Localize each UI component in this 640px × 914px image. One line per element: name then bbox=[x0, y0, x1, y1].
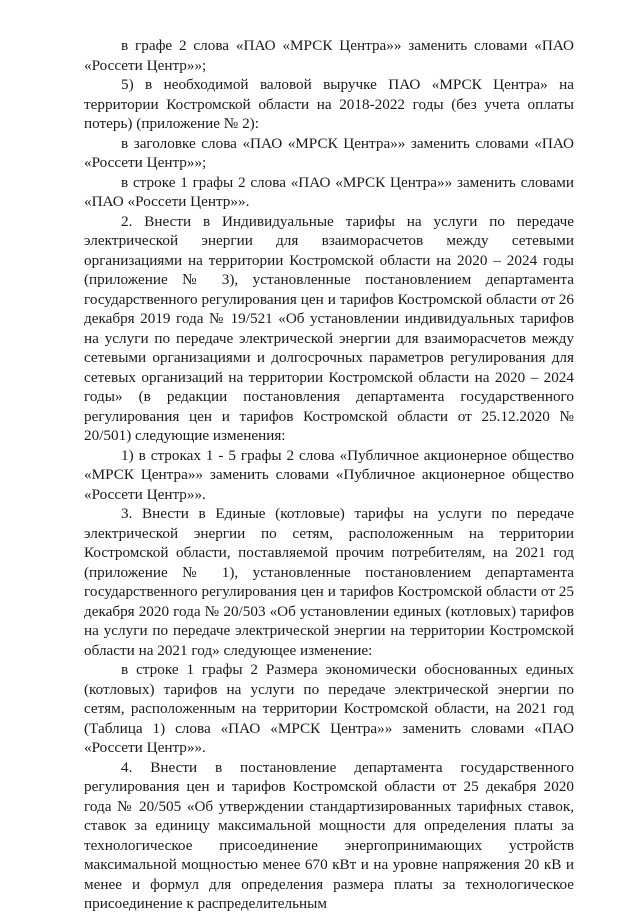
paragraph-9: 4. Внести в постановление департамента государственного регулирования цен и тарифов Костромской области от 25 декабря 2020 года № 20/505 «Об утверждении стандартизированных тарифных ставок, ставок за единицу максимальной мощности для определения платы за технологическое присоединение энергопринимающих устройств максимальной мощностью менее 670 кВт и на уровне напряжения 20 кВ и менее и формул для определения размера платы за технологическое присоединение к распределительным bbox=[84, 758, 574, 912]
document-page bbox=[84, 36, 574, 914]
paragraph-1: в графе 2 слова «ПАО «МРСК Центра»» заменить словами «ПАО «Россети Центр»»; bbox=[84, 37, 574, 74]
paragraph-2: 5) в необходимой валовой выручке ПАО «МРСК Центра» на территории Костромской области на 2018-2022 годы (без учета оплаты потерь) (приложение № 2): bbox=[84, 76, 574, 132]
paragraph-4: в строке 1 графы 2 слова «ПАО «МРСК Центра»» заменить словами «ПАО «Россети Центр»». bbox=[84, 173, 574, 210]
paragraph-3: в заголовке слова «ПАО «МРСК Центра»» заменить словами «ПАО «Россети Центр»»; bbox=[84, 134, 574, 171]
paragraph-6: 1) в строках 1 - 5 графы 2 слова «Публичное акционерное общество «МРСК Центра»» заменить словами «Публичное акционерное общество «Россети Центр»». bbox=[84, 446, 574, 503]
paragraph-7: 3. Внести в Единые (котловые) тарифы на услуги по передаче электрической энергии по сетям, расположенным на территории Костромской области, поставляемой прочим потребителям, на 2021 год (приложение № 1), установленные постановлением департамента государственного регулирования цен и тарифов Костромской области от 25 декабря 2020 года № 20/503 «Об установлении единых (котловых) тарифов на услуги по передаче электрической энергии на территории Костромской области на 2021 год» следующее изменение: bbox=[84, 505, 574, 659]
paragraph-5: 2. Внести в Индивидуальные тарифы на услуги по передаче электрической энергии для взаиморасчетов между сетевыми организациями на территории Костромской области на 2020 – 2024 годы (приложение № 3), установленные постановлением департамента государственного регулирования цен и тарифов Костромской области от 26 декабря 2019 года № 19/521 «Об установлении индивидуальных тарифов на услуги по передаче электрической энергии для взаиморасчетов между сетевыми организациями и долгосрочных параметров регулирования для сетевых организаций на территории Костромской области на 2020 – 2024 годы» (в редакции постановления департамента государственного регулирования цен и тарифов Костромской области от 25.12.2020 № 20/501) следующие изменения: bbox=[84, 212, 574, 444]
paragraph-8: в строке 1 графы 2 Размера экономически обоснованных единых (котловых) тарифов на услуги по передаче электрической энергии по сетям, расположенным на территории Костромской области, на 2021 год (Таблица 1) слова «ПАО «МРСК Центра»» заменить словами «ПАО «Россети Центр»». bbox=[84, 661, 574, 756]
